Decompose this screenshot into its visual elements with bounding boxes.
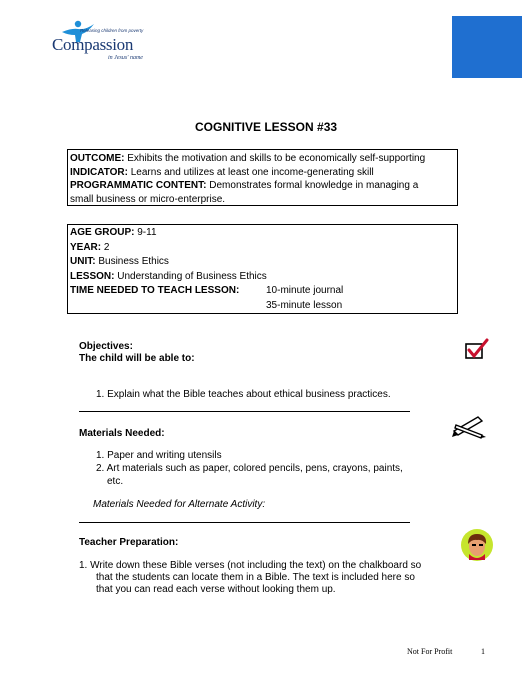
- objective-item-1: 1. Explain what the Bible teaches about ethical business practices.: [96, 389, 391, 400]
- content-value-1: Demonstrates formal knowledge in managing a: [209, 180, 419, 191]
- preparation-line-2: that the students can locate them in a Bible. The text is included here so: [96, 572, 415, 583]
- time-line: [70, 284, 455, 299]
- lesson-line: [70, 270, 455, 285]
- outcome-value: Exhibits the motivation and skills to be economically self-supporting: [127, 153, 426, 164]
- content-label: PROGRAMMATIC CONTENT:: [70, 180, 207, 191]
- preparation-line-1: 1. Write down these Bible verses (not including the text) on the chalkboard so: [79, 560, 422, 571]
- age-label: AGE GROUP:: [70, 227, 135, 238]
- material-item-2-cont: etc.: [107, 476, 124, 487]
- preparation-line-3: that you can read each verse without looking them up.: [96, 584, 336, 595]
- content-line: [70, 179, 455, 193]
- material-item-2: 2. Art materials such as paper, colored pencils, pens, crayons, paints,: [96, 463, 403, 474]
- unit-value: Business Ethics: [98, 256, 169, 267]
- page-title: COGNITIVE LESSON #33: [195, 120, 338, 134]
- section-divider: [79, 522, 410, 523]
- time-label: TIME NEEDED TO TEACH LESSON:: [70, 285, 240, 296]
- blue-marker-patch: [452, 16, 522, 78]
- year-value: 2: [103, 241, 110, 253]
- indicator-label: INDICATOR:: [70, 166, 128, 178]
- age-line: [70, 226, 455, 241]
- preparation-heading: Teacher Preparation:: [79, 537, 179, 548]
- time-value-2: 35-minute lesson: [266, 299, 343, 311]
- unit-label: UNIT:: [70, 256, 96, 267]
- lesson-info-box: [67, 224, 458, 314]
- lesson-value: Understanding of Business Ethics: [117, 270, 267, 282]
- objectives-heading: Objectives:: [79, 341, 133, 352]
- year-line: [70, 241, 455, 256]
- outcome-label: OUTCOME:: [70, 153, 125, 164]
- teacher-head-icon: [460, 528, 494, 562]
- material-item-1: 1. Paper and writing utensils: [96, 450, 222, 461]
- footer-label: Not For Profit: [407, 647, 453, 656]
- logo-wordmark: Compassion: [52, 35, 134, 54]
- time-value-1: 10-minute journal: [266, 285, 344, 296]
- lesson-label: LESSON:: [70, 270, 115, 282]
- alternate-materials-heading: Materials Needed for Alternate Activity:: [93, 499, 266, 510]
- materials-heading: Materials Needed:: [79, 428, 165, 439]
- year-label: YEAR:: [70, 241, 102, 253]
- unit-line: [70, 255, 455, 270]
- outcome-line: [70, 152, 455, 166]
- section-divider: [79, 411, 410, 412]
- objectives-subheading: The child will be able to:: [79, 353, 195, 364]
- logo-subline: in Jesus' name: [108, 55, 143, 61]
- pencil-pen-icon: [452, 413, 486, 437]
- content-value-2: small business or micro-enterprise.: [70, 193, 226, 205]
- logo-tagline: Releasing children from poverty: [80, 28, 144, 33]
- page-number: 1: [481, 647, 485, 656]
- outcome-box: [67, 149, 458, 206]
- age-value: 9-11: [137, 227, 157, 238]
- indicator-value: Learns and utilizes at least one income-generating skill: [130, 166, 374, 178]
- checkbox-check-icon: [464, 338, 490, 362]
- indicator-line: [70, 166, 455, 180]
